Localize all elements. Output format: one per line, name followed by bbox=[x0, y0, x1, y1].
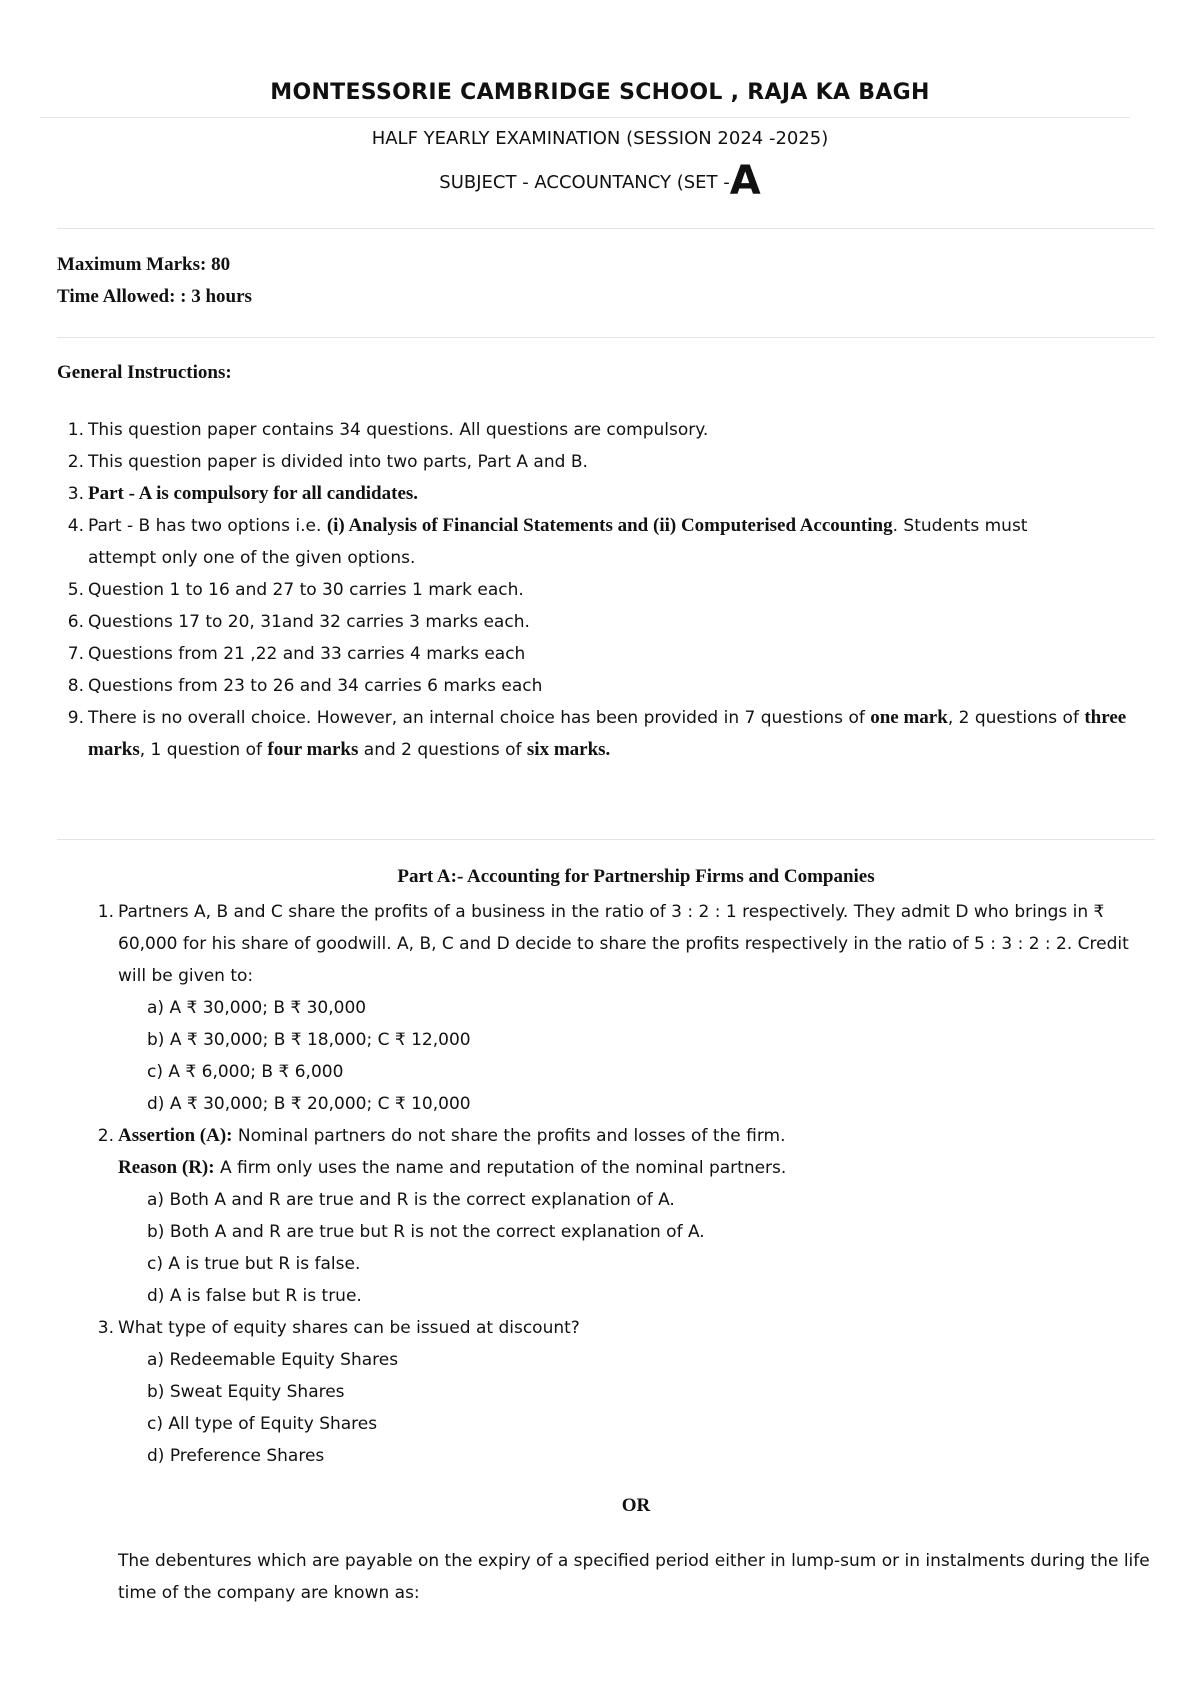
time-allowed: Time Allowed: : 3 hours bbox=[57, 286, 252, 307]
instruction-bold-part: four marks bbox=[267, 739, 359, 760]
option-item: d) A ₹ 30,000; B ₹ 20,000; C ₹ 10,000 bbox=[147, 1094, 471, 1114]
instruction-text: This question paper is divided into two parts, Part A and B. bbox=[88, 452, 588, 472]
instructions-title: General Instructions: bbox=[57, 362, 232, 383]
instruction-text-part: , 2 questions of bbox=[947, 708, 1085, 728]
section-divider bbox=[57, 839, 1155, 840]
instruction-text bbox=[88, 516, 1027, 536]
instruction-number: 1. bbox=[67, 420, 84, 440]
instruction-item bbox=[58, 638, 525, 670]
instruction-text-part: , 1 question of bbox=[139, 740, 268, 760]
instruction-text: Part - A is compulsory for all candidates. bbox=[88, 483, 419, 504]
question-number: 3. bbox=[97, 1318, 114, 1338]
instruction-number: 2. bbox=[67, 452, 84, 472]
maximum-marks: Maximum Marks: 80 bbox=[57, 254, 231, 275]
instruction-continuation: attempt only one of the given options. bbox=[88, 548, 416, 568]
set-letter: A bbox=[729, 158, 761, 204]
instruction-number: 6. bbox=[67, 612, 84, 632]
instruction-number: 3. bbox=[67, 484, 84, 504]
instruction-text: Question 1 to 16 and 27 to 30 carries 1 mark each. bbox=[88, 580, 524, 600]
assertion-text: Nominal partners do not share the profits and losses of the firm. bbox=[232, 1126, 786, 1146]
question-text: Partners A, B and C share the profits of a business in the ratio of 3 : 2 : 1 respectively. They admit D who brings in ₹ bbox=[118, 902, 1105, 922]
exam-title: HALF YEARLY EXAMINATION (SESSION 2024 -2025) bbox=[371, 128, 829, 149]
instruction-item bbox=[58, 478, 418, 510]
instruction-number: 4. bbox=[67, 516, 84, 536]
question-number: 1. bbox=[97, 902, 114, 922]
part-a-title: Part A:- Accounting for Partnership Firms and Companies bbox=[397, 866, 875, 887]
option-item: a) Both A and R are true and R is the correct explanation of A. bbox=[147, 1190, 675, 1210]
instruction-item bbox=[58, 414, 708, 446]
instruction-number: 9. bbox=[67, 708, 84, 728]
question-text-line: 60,000 for his share of goodwill. A, B, C and D decide to share the profits respectively in the ratio of 5 : 3 : 2 : 2. Credit bbox=[118, 934, 1129, 954]
instruction-bold-part: (i) Analysis of Financial Statements and (ii) Computerised Accounting bbox=[326, 515, 893, 536]
instruction-continuation bbox=[88, 734, 610, 766]
or-separator: OR bbox=[621, 1495, 651, 1516]
instruction-text-part: There is no overall choice. However, an internal choice has been provided in 7 questions of bbox=[88, 708, 871, 728]
header-bottom-divider bbox=[57, 228, 1155, 229]
option-item: c) A ₹ 6,000; B ₹ 6,000 bbox=[147, 1062, 344, 1082]
assertion-label: Assertion (A): bbox=[118, 1125, 233, 1146]
instruction-text: Questions from 23 to 26 and 34 carries 6 marks each bbox=[88, 676, 543, 696]
subject-line bbox=[0, 158, 1200, 204]
option-item: d) A is false but R is true. bbox=[147, 1286, 362, 1306]
question-number: 2. bbox=[97, 1126, 114, 1146]
instruction-bold-part: six marks bbox=[526, 739, 606, 760]
instruction-text-part: Part - B has two options i.e. bbox=[88, 516, 327, 536]
instruction-bold-part: three bbox=[1084, 707, 1127, 728]
option-item: b) Sweat Equity Shares bbox=[147, 1382, 345, 1402]
header-divider bbox=[40, 117, 1130, 118]
instruction-number: 8. bbox=[67, 676, 84, 696]
question-text: What type of equity shares can be issued at discount? bbox=[118, 1318, 580, 1338]
instruction-number: 7. bbox=[67, 644, 84, 664]
option-item: a) Redeemable Equity Shares bbox=[147, 1350, 399, 1370]
question-3 bbox=[88, 1312, 580, 1344]
option-item: a) A ₹ 30,000; B ₹ 30,000 bbox=[147, 998, 367, 1018]
alternate-question-line: The debentures which are payable on the expiry of a specified period either in lump-sum or in instalments during the life bbox=[118, 1551, 1150, 1571]
instruction-bold-part: . bbox=[605, 739, 611, 760]
option-item: b) A ₹ 30,000; B ₹ 18,000; C ₹ 12,000 bbox=[147, 1030, 471, 1050]
instruction-item bbox=[58, 574, 524, 606]
option-item: d) Preference Shares bbox=[147, 1446, 325, 1466]
instruction-text: Questions from 21 ,22 and 33 carries 4 marks each bbox=[88, 644, 526, 664]
instruction-text: This question paper contains 34 questions. All questions are compulsory. bbox=[88, 420, 709, 440]
subject-prefix: SUBJECT - ACCOUNTANCY (SET - bbox=[439, 172, 730, 193]
instruction-item bbox=[58, 606, 530, 638]
alternate-question-line: time of the company are known as: bbox=[118, 1583, 420, 1603]
meta-divider bbox=[57, 337, 1155, 338]
reason-line bbox=[118, 1152, 786, 1184]
instruction-item bbox=[58, 670, 542, 702]
option-item: c) All type of Equity Shares bbox=[147, 1414, 378, 1434]
instruction-item bbox=[58, 702, 1126, 734]
instruction-text-part: and 2 questions of bbox=[358, 740, 527, 760]
instruction-text: Questions 17 to 20, 31and 32 carries 3 marks each. bbox=[88, 612, 530, 632]
question-text-line: will be given to: bbox=[118, 966, 254, 986]
instruction-item bbox=[58, 446, 588, 478]
instruction-bold-part: one mark bbox=[870, 707, 948, 728]
option-item: c) A is true but R is false. bbox=[147, 1254, 361, 1274]
instruction-item bbox=[58, 510, 1027, 542]
reason-text: A firm only uses the name and reputation of the nominal partners. bbox=[214, 1158, 787, 1178]
instruction-text-part: . Students must bbox=[892, 516, 1028, 536]
reason-label: Reason (R): bbox=[118, 1157, 215, 1178]
instruction-number: 5. bbox=[67, 580, 84, 600]
question-2 bbox=[88, 1120, 786, 1152]
instruction-bold-part: marks bbox=[88, 739, 140, 760]
assertion-line bbox=[118, 1126, 786, 1146]
instruction-text bbox=[88, 708, 1126, 728]
option-item: b) Both A and R are true but R is not the correct explanation of A. bbox=[147, 1222, 705, 1242]
school-name: MONTESSORIE CAMBRIDGE SCHOOL , RAJA KA BAGH bbox=[270, 80, 930, 105]
question-1 bbox=[88, 896, 1104, 928]
